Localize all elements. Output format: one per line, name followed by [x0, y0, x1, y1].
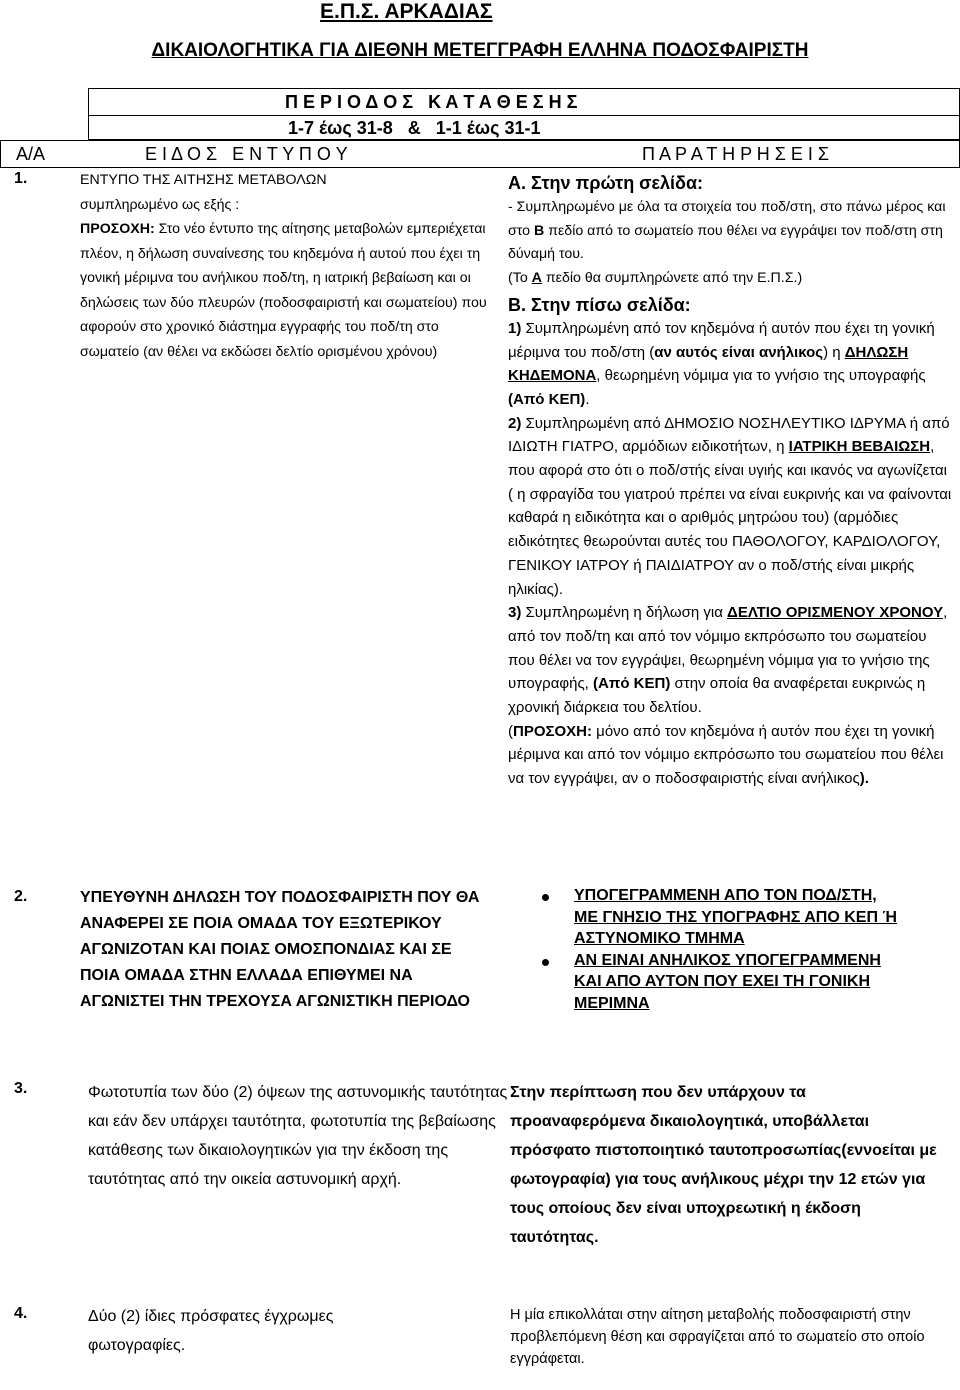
row-1-type	[80, 168, 500, 364]
column-remarks: Π Α Ρ Α Τ Η Ρ Η Σ Ε Ι Σ	[642, 144, 830, 164]
row-number: 1.	[14, 170, 28, 187]
row-4-type: Δύο (2) ίδιες πρόσφατες έγχρωμες φωτογραφίες.	[88, 1308, 334, 1354]
row-number: 2.	[14, 888, 28, 905]
point-2: 2) Συμπληρωμένη από ΔΗΜΟΣΙΟ ΝΟΣΗΛΕΥΤΙΚΟ ΙΔΡΥΜΑ ή από ΙΔΙΩΤΗ ΓΙΑΤΡΟ, αρμόδιων ειδικοτήτων, η ΙΑΤΡΙΚΗ ΒΕΒΑΙΩΣΗ, που αφορά στο ότι ο ποδ/στής είναι υγιής και ικανός να αγωνίζεται ( η σφραγίδα του γιατρού πρέπει να είναι ευκρινής και να φαίνονται καθαρά η ειδικότητα και ο αριθμός μητρώου του) (αρμόδιες ειδικότητες θεωρούνται αυτές του ΠΑΘΟΛΟΓΟΥ, ΚΑΡΔΙΟΛΟΓΟΥ, ΓΕΝΙΚΟΥ ΙΑΤΡΟΥ ή ΠΑΙΔΙΑΤΡΟΥ αν ο ποδ/στής είναι μικρής ηλικίας).	[508, 414, 952, 598]
point-3: 3) Συμπληρωμένη η δήλωση για ΔΕΛΤΙΟ ΟΡΙΣΜΕΝΟΥ ΧΡΟΝΟΥ, από τον ποδ/τη και από τον νόμιμο εκπρόσωπο του σωματείου που θέλει να τον εγγράψει, θεωρημένη νόμιμα για το γνήσιο της υπογραφής, (Από ΚΕΠ) στην οποία θα αναφέρεται ευκρινώς η χρονική διάρκεια του δελτίου.	[508, 604, 948, 717]
document-title: ΔΙΚΑΙΟΛΟΓΗΤΙΚΑ ΓΙΑ ΔΙΕΘΝΗ ΜΕΤΕΓΓΡΑΦΗ ΕΛΛΗΝΑ ΠΟΔΟΣΦΑΙΡΙΣΤΗ	[151, 40, 809, 61]
row-number: 4.	[14, 1305, 28, 1322]
period-dates: 1-7 έως 31-8 & 1-1 έως 31-1	[288, 118, 541, 138]
column-aa: Α/Α	[16, 144, 46, 164]
first-page-heading: Α. Στην πρώτη σελίδα:	[508, 173, 704, 193]
point-1: 1) Συμπληρωμένη από τον κηδεμόνα ή αυτόν που έχει τη γονική μέριμνα του ποδ/στη (αν αυτός είναι ανήλικος) η ΔΗΛΩΣΗ ΚΗΔΕΜΟΝΑ, θεωρημένη νόμιμα για το γνήσιο της υπογραφής (Από ΚΕΠ).	[508, 319, 935, 408]
first-page-text: - Συμπληρωμένο με όλα τα στοιχεία του ποδ/στη, στο πάνω μέρος και στο Β πεδίο από το σωματείο που θέλει να εγγράψει τον ποδ/στη στη δύναμή του.	[508, 199, 946, 263]
organization-title: Ε.Π.Σ. ΑΡΚΑΔΙΑΣ	[320, 0, 493, 23]
row-3-type: Φωτοτυπία των δύο (2) όψεων της αστυνομικής ταυτότητας και εάν δεν υπάρχει ταυτότητα, φωτοτυπία της βεβαίωσης κατάθεσης των δικαιολογητικών για την έκδοση της ταυτότητας από την οικεία αστυνομική αρχή.	[88, 1084, 508, 1188]
row-1-remarks	[508, 170, 956, 791]
point-4: (ΠΡΟΣΟΧΗ: μόνο από τον κηδεμόνα ή αυτόν που έχει τη γονική μέριμνα και από τον νόμιμο εκπρόσωπο του σωματείου που θέλει να τον εγγράψει, αν ο ποδοσφαιριστής είναι ανήλικος).	[508, 722, 944, 788]
row-2-type: ΥΠΕΥΘΥΝΗ ΔΗΛΩΣΗ ΤΟΥ ΠΟΔΟΣΦΑΙΡΙΣΤΗ ΠΟΥ ΘΑ ΑΝΑΦΕΡΕΙ ΣΕ ΠΟΙΑ ΟΜΑΔΑ ΤΟΥ ΕΞΩΤΕΡΙΚΟΥ ΑΓΩΝΙΖΟΤΑΝ ΚΑΙ ΠΟΙΑΣ ΟΜΟΣΠΟΝΔΙΑΣ ΚΑΙ ΣΕ ΠΟΙΑ ΟΜΑΔΑ ΣΤΗΝ ΕΛΛΑΔΑ ΕΠΙΘΥΜΕΙ ΝΑ ΑΓΩΝΙΣΤΕΙ ΤΗΝ ΤΡΕΧΟΥΣΑ ΑΓΩΝΙΣΤΙΚΗ ΠΕΡΙΟΔΟ	[80, 889, 480, 1010]
column-type: Ε Ι Δ Ο Σ Ε Ν Τ Υ Π Ο Υ	[145, 144, 348, 164]
period-label: Π Ε Ρ Ι Ο Δ Ο Σ Κ Α Τ Α Θ Ε Σ Η Σ	[285, 92, 578, 112]
first-page-note: (Το Α πεδίο θα συμπληρώνετε από την Ε.Π.Σ.)	[508, 270, 803, 287]
form-subtitle: συμπληρωμένο ως εξής :	[80, 196, 240, 213]
form-title: ΕΝΤΥΠΟ ΤΗΣ ΑΙΤΗΣΗΣ ΜΕΤΑΒΟΛΩΝ	[80, 172, 327, 188]
bullet-item: ΥΠΟΓΕΓΡΑΜΜΕΝΗ ΑΠΟ ΤΟΝ ΠΟΔ/ΣΤΗ, ΜΕ ΓΝΗΣΙΟ ΤΗΣ ΥΠΟΓΡΑΦΗΣ ΑΠΟ ΚΕΠ Ή ΑΣΤΥΝΟΜΙΚΟ ΤΜΗΜΑ	[574, 885, 904, 950]
bullet-item: ΑΝ ΕΙΝΑΙ ΑΝΗΛΙΚΟΣ ΥΠΟΓΕΓΡΑΜΜΕΝΗ ΚΑΙ ΑΠΟ ΑΥΤΟΝ ΠΟΥ ΕΧΕΙ ΤΗ ΓΟΝΙΚΗ ΜΕΡΙΜΝΑ	[574, 950, 904, 1015]
row-2-remarks	[574, 885, 904, 1014]
attention-note: ΠΡΟΣΟΧΗ: Στο νέο έντυπο της αίτησης μεταβολών εμπεριέχεται πλέον, η δήλωση συναίνεσης του κηδεμόνα ή αυτού που έχει τη γονική μέριμνα του ανήλικου ποδ/τη, η ιατρική βεβαίωση και οι δηλώσεις των δύο πλευρών (ποδοσφαιριστή και σωματείου) που αφορούν στο χρονικό διάστημα εγγραφής του ποδ/τη στο σωματείο (αν θέλει να εκδώσει δελτίο ορισμένου χρόνου)	[80, 221, 487, 360]
row-4-remarks: Η μία επικολλάται στην αίτηση μεταβολής ποδοσφαιριστή στην προβλεπόμενη θέση και σφραγίζεται από το σωματείο στο οποίο εγγράφεται.	[510, 1307, 925, 1367]
row-3-remarks: Στην περίπτωση που δεν υπάρχουν τα προαναφερόμενα δικαιολογητικά, υποβάλλεται πρόσφατο πιστοποιητικό ταυτοπροσωπίας(εννοείται με φωτογραφία) για τους ανήλικους μέχρι την 12 ετών για τους οποίους δεν είναι υποχρεωτική η έκδοση ταυτότητας.	[510, 1084, 937, 1246]
row-number: 3.	[14, 1080, 28, 1097]
back-page-heading: Β. Στην πίσω σελίδα:	[508, 294, 691, 315]
